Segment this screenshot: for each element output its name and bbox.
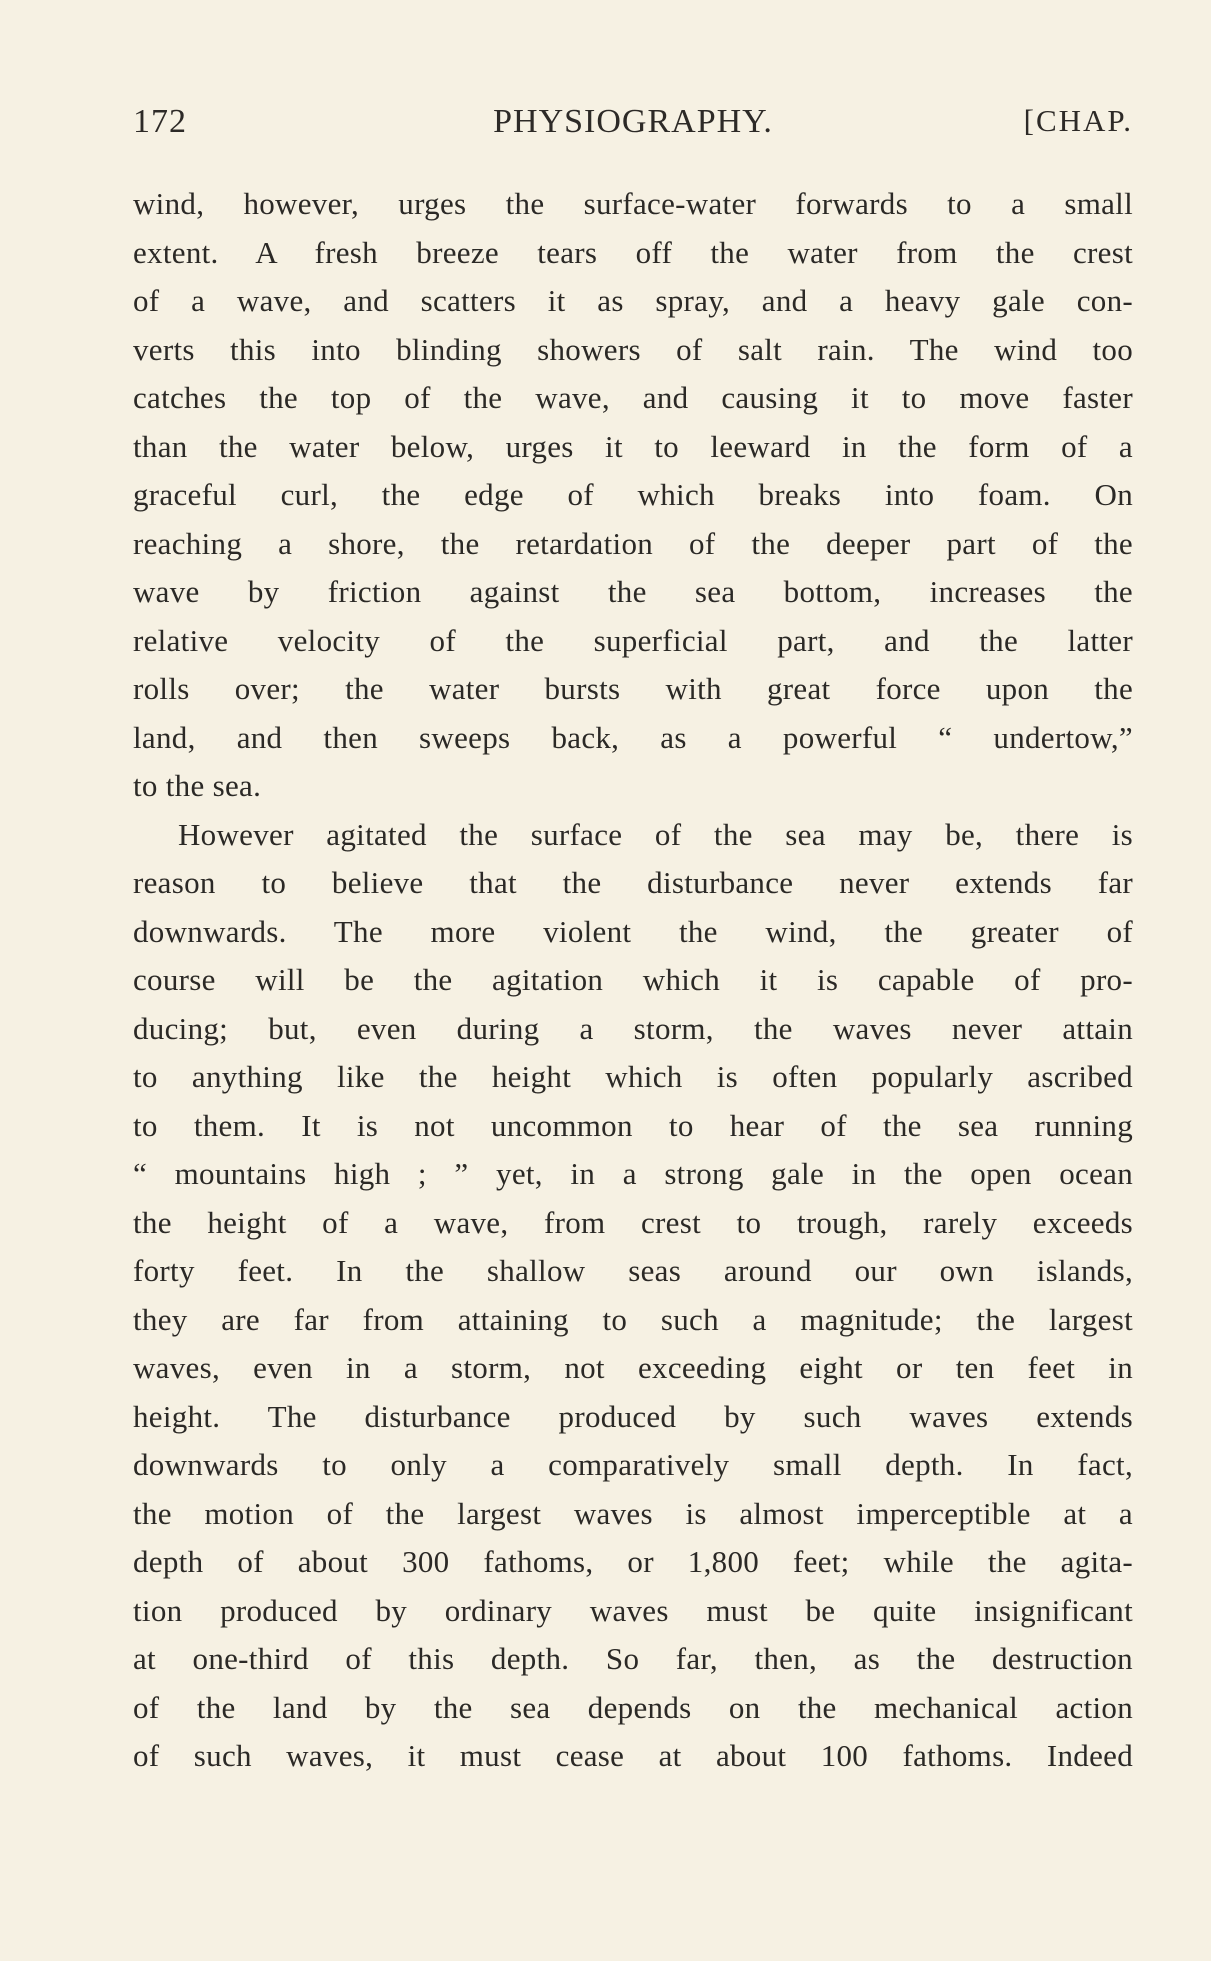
paragraph xyxy=(133,811,1133,1781)
text-line: of the land by the sea depends on the mechanical action xyxy=(133,1689,1133,1725)
text-line: downwards. The more violent the wind, the greater of xyxy=(133,913,1133,949)
text-line: wind, however, urges the surface-water forwards to a small xyxy=(133,186,1133,221)
text-line: height. The disturbance produced by such waves extends xyxy=(133,1398,1133,1434)
text-line: the motion of the largest waves is almost imperceptible at a xyxy=(133,1495,1133,1531)
text-line: ducing; but, even during a storm, the waves never attain xyxy=(133,1010,1133,1046)
text-line: However agitated the surface of the sea may be, there is xyxy=(178,816,1133,852)
page-number: 172 xyxy=(133,103,187,140)
text-line: to anything like the height which is often popularly ascribed xyxy=(133,1059,1133,1094)
text-line: catches the top of the wave, and causing it to move faster xyxy=(133,380,1133,415)
text-line: forty feet. In the shallow seas around our own islands, xyxy=(133,1253,1133,1288)
text-line: rolls over; the water bursts with great force upon the xyxy=(133,671,1133,706)
text-line: tion produced by ordinary waves must be quite insignificant xyxy=(133,1592,1133,1628)
text-line: depth of about 300 fathoms, or 1,800 feet; while the agita- xyxy=(133,1544,1133,1579)
text-line: reaching a shore, the retardation of the deeper part of the xyxy=(133,525,1133,561)
running-head xyxy=(133,103,1133,153)
text-line: to the sea. xyxy=(133,768,262,803)
text-line: they are far from attaining to such a magnitude; the largest xyxy=(133,1301,1133,1337)
chapter-mark: [CHAP. xyxy=(1023,103,1133,138)
page-title: PHYSIOGRAPHY. xyxy=(493,103,773,140)
text-line: waves, even in a storm, not exceeding eight or ten feet in xyxy=(133,1350,1133,1385)
text-line: land, and then sweeps back, as a powerful “ undertow,” xyxy=(133,719,1133,755)
text-line: of a wave, and scatters it as spray, and a heavy gale con- xyxy=(133,283,1133,318)
text-line: than the water below, urges it to leeward in the form of a xyxy=(133,428,1133,464)
text-line: at one-third of this depth. So far, then, as the destruction xyxy=(133,1641,1133,1676)
text-line: wave by friction against the sea bottom, increases the xyxy=(133,574,1133,609)
text-line: downwards to only a comparatively small depth. In fact, xyxy=(133,1447,1133,1482)
text-line: verts this into blinding showers of salt rain. The wind too xyxy=(133,331,1133,367)
text-line: extent. A fresh breeze tears off the water from the crest xyxy=(133,234,1133,270)
text-line: to them. It is not uncommon to hear of the sea running xyxy=(133,1107,1133,1143)
text-line: reason to believe that the disturbance never extends far xyxy=(133,865,1133,900)
body-text xyxy=(133,180,1133,1781)
text-line: graceful curl, the edge of which breaks into foam. On xyxy=(133,477,1133,512)
text-line: relative velocity of the superficial part, and the latter xyxy=(133,622,1133,658)
text-line: of such waves, it must cease at about 100 fathoms. Indeed xyxy=(133,1738,1133,1773)
text-line: the height of a wave, from crest to trough, rarely exceeds xyxy=(133,1204,1133,1240)
paragraph xyxy=(133,180,1133,811)
text-line: “ mountains high ; ” yet, in a strong gale in the open ocean xyxy=(133,1156,1133,1191)
text-line: course will be the agitation which it is capable of pro- xyxy=(133,962,1133,997)
